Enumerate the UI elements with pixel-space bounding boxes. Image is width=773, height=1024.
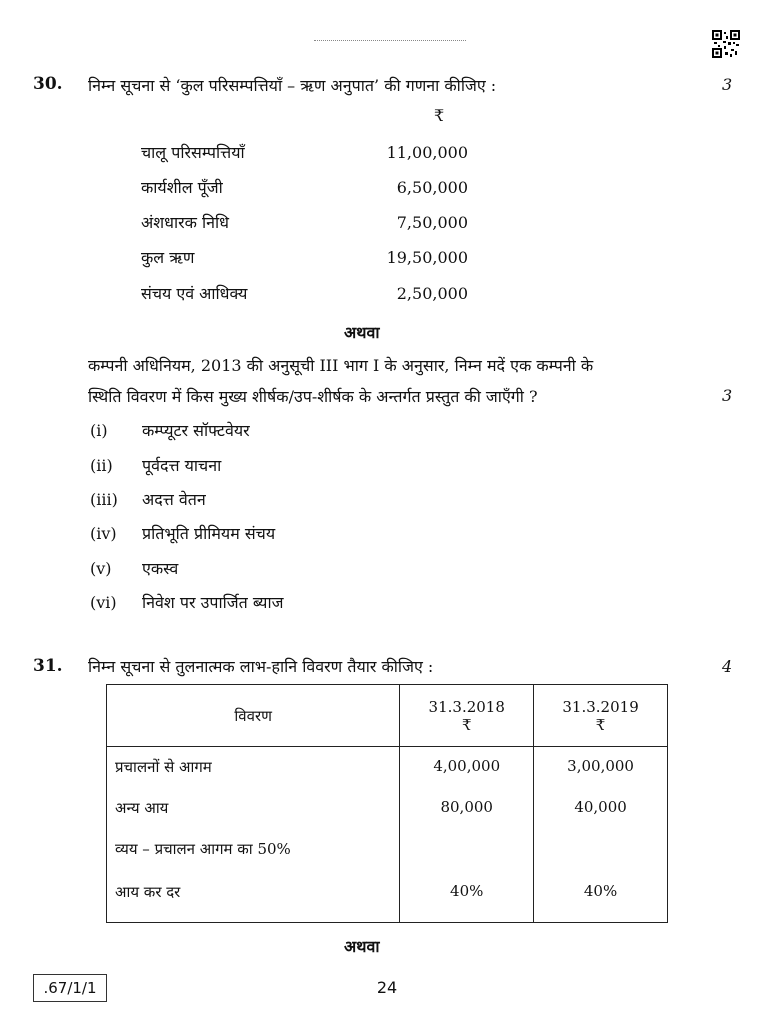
col-year: 31.3.2019	[562, 697, 639, 716]
marks: 3	[722, 386, 733, 405]
cell-value: 40%	[583, 882, 618, 900]
row-labels-cell	[107, 747, 400, 923]
data-label: कार्यशील पूँजी	[141, 178, 223, 197]
qr-code-icon	[712, 30, 740, 58]
data-value: 2,50,000	[396, 284, 468, 303]
data-value: 11,00,000	[386, 143, 468, 162]
item-number: (i)	[90, 421, 108, 440]
item-number: (ii)	[90, 456, 113, 475]
item-text: प्रतिभूति प्रीमियम संचय	[142, 524, 276, 543]
item-text: अदत्त वेतन	[142, 490, 206, 509]
cell-value	[400, 839, 533, 882]
item-text: पूर्वदत्त याचना	[142, 456, 222, 475]
cell-value: 4,00,000	[433, 757, 501, 775]
alt-question-line: कम्पनी अधिनियम, 2013 की अनुसूची III भाग I के अनुसार, निम्न मदें एक कम्पनी के	[88, 356, 594, 375]
item-text: निवेश पर उपार्जित ब्याज	[142, 593, 284, 612]
currency-header: ₹	[434, 106, 445, 125]
data-label: कुल ऋण	[141, 248, 195, 267]
row-label: आय कर दर	[115, 883, 181, 901]
col-currency: ₹	[461, 715, 472, 734]
profit-loss-table	[106, 684, 668, 923]
data-value: 19,50,000	[386, 248, 468, 267]
col-currency: ₹	[595, 715, 606, 734]
row-label: प्रचालनों से आगम	[115, 758, 212, 776]
col-2019-cell	[534, 747, 668, 923]
marks: 3	[722, 75, 733, 94]
data-value: 7,50,000	[396, 213, 468, 232]
cell-value	[534, 839, 667, 882]
cell-value: 40,000	[574, 798, 627, 816]
paper-code: .67/1/1	[33, 974, 107, 1002]
item-number: (iv)	[90, 524, 117, 543]
cell-value: 40%	[450, 882, 484, 900]
or-label: अथवा	[344, 937, 380, 956]
question-number: 30.	[33, 74, 63, 94]
data-label: चालू परिसम्पत्तियाँ	[141, 143, 245, 162]
question-text: निम्न सूचना से ‘कुल परिसम्पत्तियाँ – ऋण अनुपात’ की गणना कीजिए :	[88, 76, 497, 95]
cell-value: 80,000	[440, 798, 493, 816]
table-body-row	[107, 747, 668, 923]
data-label: संचय एवं आधिक्य	[141, 284, 248, 303]
row-label: अन्य आय	[115, 799, 169, 817]
item-text: कम्प्यूटर सॉफ्टवेयर	[142, 421, 250, 440]
table-header-row	[107, 685, 668, 747]
row-label: व्यय – प्रचालन आगम का 50%	[115, 840, 291, 858]
alt-question-line: स्थिति विवरण में किस मुख्य शीर्षक/उप-शीर्षक के अन्तर्गत प्रस्तुत की जाएँगी ?	[88, 387, 538, 406]
col-header-particulars: विवरण	[107, 685, 400, 747]
col-2018-cell	[400, 747, 534, 923]
or-label: अथवा	[344, 323, 380, 342]
col-year: 31.3.2018	[428, 697, 505, 716]
col-header-2019	[534, 685, 668, 747]
item-text: एकस्व	[142, 559, 179, 578]
marks: 4	[722, 657, 733, 676]
data-label: अंशधारक निधि	[141, 213, 230, 232]
header-dotted-line	[314, 40, 466, 41]
item-number: (vi)	[90, 593, 117, 612]
item-number: (iii)	[90, 490, 118, 509]
col-header-2018	[400, 685, 534, 747]
page-number: 24	[376, 978, 398, 997]
cell-value: 3,00,000	[567, 757, 634, 775]
question-number: 31.	[33, 656, 63, 676]
data-value: 6,50,000	[396, 178, 468, 197]
item-number: (v)	[90, 559, 112, 578]
question-text: निम्न सूचना से तुलनात्मक लाभ-हानि विवरण तैयार कीजिए :	[88, 657, 434, 676]
